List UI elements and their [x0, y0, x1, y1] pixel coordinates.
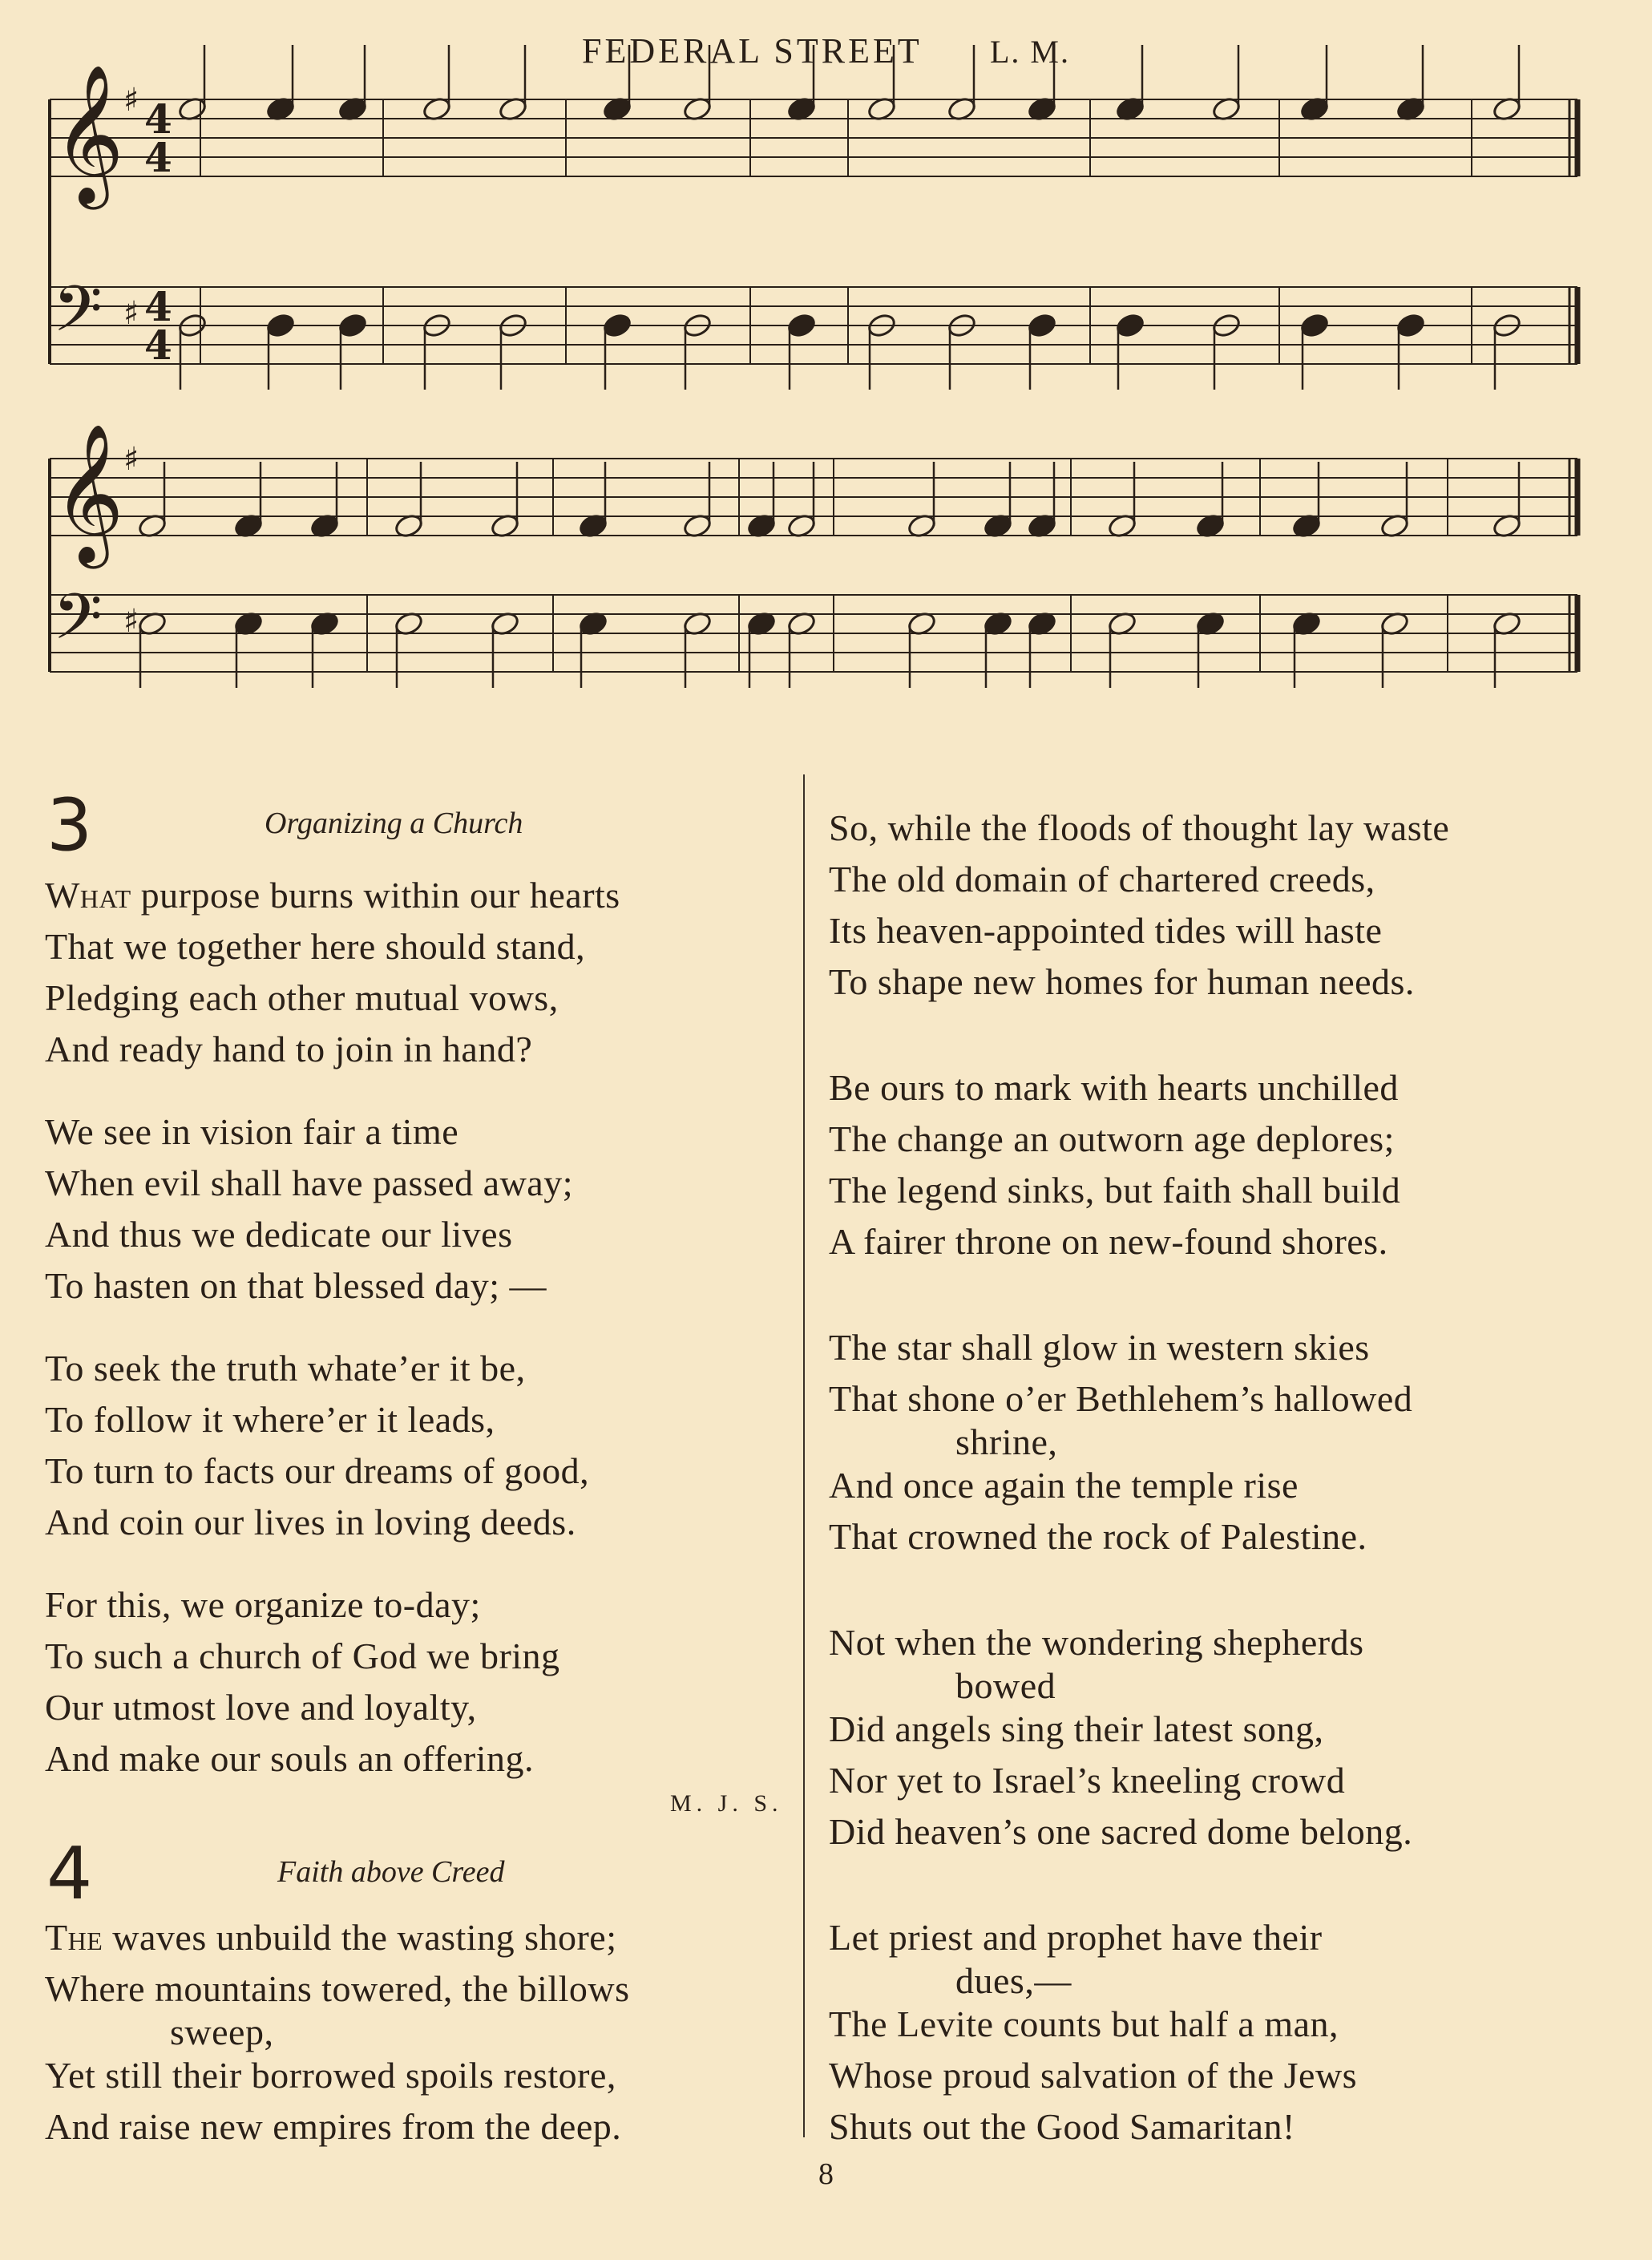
hymn-3-title: Organizing a Church: [265, 807, 523, 840]
verse-line: Did heaven’s one sacred dome belong.: [829, 1811, 1413, 1852]
verse-line: To such a church of God we bring: [45, 1635, 560, 1676]
verse-line: dues,—: [955, 1960, 1072, 2001]
verse-line: Yet still their borrowed spoils restore,: [45, 2055, 616, 2096]
verse-line: To turn to facts our dreams of good,: [45, 1450, 590, 1491]
time-signature: 4: [144, 283, 172, 330]
verse-line: And raise new empires from the deep.: [45, 2106, 622, 2147]
sharp-icon: ♯: [123, 603, 139, 640]
verse-line: So, while the floods of thought lay waste: [829, 807, 1450, 848]
verse-line: That we together here should stand,: [45, 926, 586, 967]
bass-clef-icon: 𝄢: [53, 580, 103, 669]
verse-line: bowed: [955, 1665, 1056, 1706]
tune-meter: L. M.: [989, 34, 1070, 70]
verse-line: When evil shall have passed away;: [45, 1162, 573, 1203]
verse-line: For this, we organize to-day;: [45, 1584, 481, 1625]
note-head: [1396, 312, 1426, 338]
note-head: [1027, 312, 1057, 338]
verse-line: The legend sinks, but faith shall build: [829, 1170, 1401, 1211]
verse-line: The Levite counts but half a man,: [829, 2003, 1339, 2044]
time-signature: 4: [144, 95, 172, 143]
note-head: [265, 312, 296, 338]
note-head: [1299, 312, 1330, 338]
sharp-icon: ♯: [123, 295, 139, 332]
verse-line: To follow it where’er it leads,: [45, 1399, 495, 1440]
verse-line: And coin our lives in loving deeds.: [45, 1502, 576, 1542]
initial-capital: W: [45, 875, 80, 916]
verse-line: Our utmost love and loyalty,: [45, 1687, 477, 1728]
verse-line: To seek the truth whate’er it be,: [45, 1348, 526, 1389]
verse-line: And ready hand to join in hand?: [45, 1029, 533, 1069]
verse-line: Not when the wondering shepherds: [829, 1622, 1364, 1663]
verse-line: Did angels sing their latest song,: [829, 1708, 1324, 1749]
tune-name: FEDERAL STREET: [582, 31, 922, 71]
verse-line: Shuts out the Good Samaritan!: [829, 2106, 1295, 2147]
verse-line: And thus we dedicate our lives: [45, 1214, 513, 1255]
verse-line: sweep,: [170, 2011, 274, 2052]
verse-line: Where mountains towered, the billows: [45, 1968, 630, 2009]
verse-line: A fairer throne on new-found shores.: [829, 1221, 1388, 1262]
verse-line: [45, 1916, 617, 1959]
verse-line: Whose proud salvation of the Jews: [829, 2055, 1358, 2096]
music-score: [0, 0, 1652, 770]
note-head: [602, 312, 632, 338]
first-word-rest: hat: [79, 875, 131, 916]
verse-line: Let priest and prophet have their: [829, 1917, 1323, 1958]
verse-line: That shone o’er Bethlehem’s hallowed: [829, 1378, 1413, 1419]
sharp-icon: ♯: [123, 82, 139, 119]
verse-line: That crowned the rock of Palestine.: [829, 1516, 1367, 1557]
column-divider: [803, 774, 805, 2137]
verse-line: shrine,: [955, 1421, 1058, 1462]
line-tail: waves unbuild the wasting shore;: [103, 1917, 617, 1958]
verse-line: We see in vision fair a time: [45, 1111, 459, 1152]
verse-line: To shape new homes for human needs.: [829, 961, 1415, 1002]
verse-line: The change an outworn age deplores;: [829, 1118, 1395, 1159]
verse-line: The star shall glow in western skies: [829, 1327, 1370, 1368]
initial-capital: T: [45, 1917, 68, 1958]
first-word-rest: he: [67, 1917, 103, 1958]
note-head: [337, 312, 368, 338]
time-signature: 4: [144, 321, 172, 369]
line-tail: purpose burns within our hearts: [131, 875, 620, 916]
hymn-3-number: 3: [46, 783, 93, 867]
hymn-4-number: 4: [46, 1832, 93, 1916]
verse-line: And once again the temple rise: [829, 1465, 1299, 1506]
time-signature: 4: [144, 134, 172, 181]
treble-clef-icon: 𝄞: [53, 64, 124, 204]
hymn-4-title: Faith above Creed: [277, 1855, 505, 1889]
note-head: [1115, 312, 1145, 338]
verse-line: Be ours to mark with hearts unchilled: [829, 1067, 1399, 1108]
page-number: 8: [818, 2157, 834, 2191]
verse-line: And make our souls an offering.: [45, 1738, 534, 1779]
verse-line: Pledging each other mutual vows,: [45, 977, 559, 1018]
verse-line: [45, 874, 620, 916]
sharp-icon: ♯: [123, 441, 139, 478]
bass-clef-icon: 𝄢: [53, 272, 103, 362]
treble-clef-icon: 𝄞: [53, 423, 124, 563]
note-head: [786, 312, 817, 338]
verse-line: To hasten on that blessed day; —: [45, 1265, 547, 1306]
staff: [50, 595, 1577, 672]
verse-line: Its heaven-appointed tides will haste: [829, 910, 1383, 951]
verse-line: Nor yet to Israel’s kneeling crowd: [829, 1760, 1346, 1801]
verse-line: The old domain of chartered creeds,: [829, 859, 1375, 900]
hymn-3-author: M. J. S.: [670, 1790, 783, 1817]
